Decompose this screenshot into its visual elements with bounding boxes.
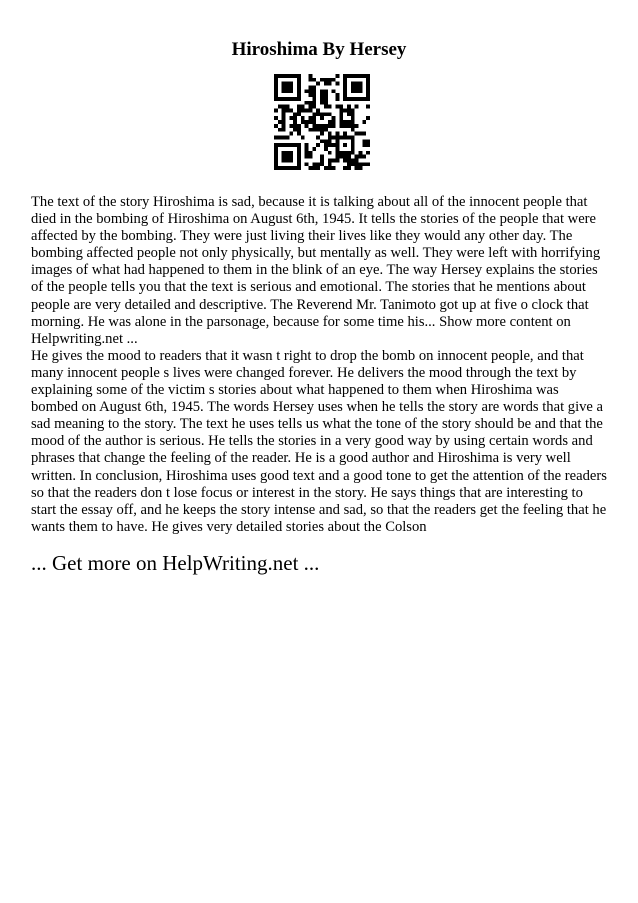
- paragraph-2: He gives the mood to readers that it wasn t right to drop the bomb on innocent people, and that many innocent people s lives were changed forever. He delivers the mood through the text by explaining some of the victim s stories about what happened to them when Hiroshima was bombed on August 6th, 1945. The words Hersey uses when he tells the story are words that give a sad meaning to the story. The text he uses tells us what the tone of the story should be and that the mood of the author is serious. He tells the stories in a very good way by using certain words and phrases that change the feeling of the reader. He is a good author and Hiroshima is very well written. In conclusion, Hiroshima uses good text and a good tone to get the attention of the readers so that the readers don t lose focus or interest in the story. He says things that are interesting to start the essay off, and he keeps the story intense and sad, so that the readers get the feeling that he wants them to have. He gives very detailed stories about the Colson: [31, 347, 607, 535]
- get-more-link[interactable]: ... Get more on HelpWriting.net ...: [31, 551, 320, 575]
- paragraph-1: The text of the story Hiroshima is sad, because it is talking about all of the innocent people that died in the bombing of Hiroshima on August 6th, 1945. It tells the stories of the people that were affected by the bombing. They were just living their lives like they would any other day. The bombing affected people not only physically, but mentally as well. They were left with horrifying images of what had happened to them in the blink of an eye. The way Hersey explains the stories of the people tells you that the text is serious and emotional. The stories that he mentions about people are very detailed and descriptive. The Reverend Mr. Tanimoto got up at five o clock that morning. He was alone in the parsonage, because for some time his... Show more content on Helpwriting.net ...: [31, 194, 601, 347]
- qr-code-icon[interactable]: [274, 74, 370, 170]
- essay-body: [31, 194, 607, 536]
- document-title: Hiroshima By Hersey: [231, 39, 407, 60]
